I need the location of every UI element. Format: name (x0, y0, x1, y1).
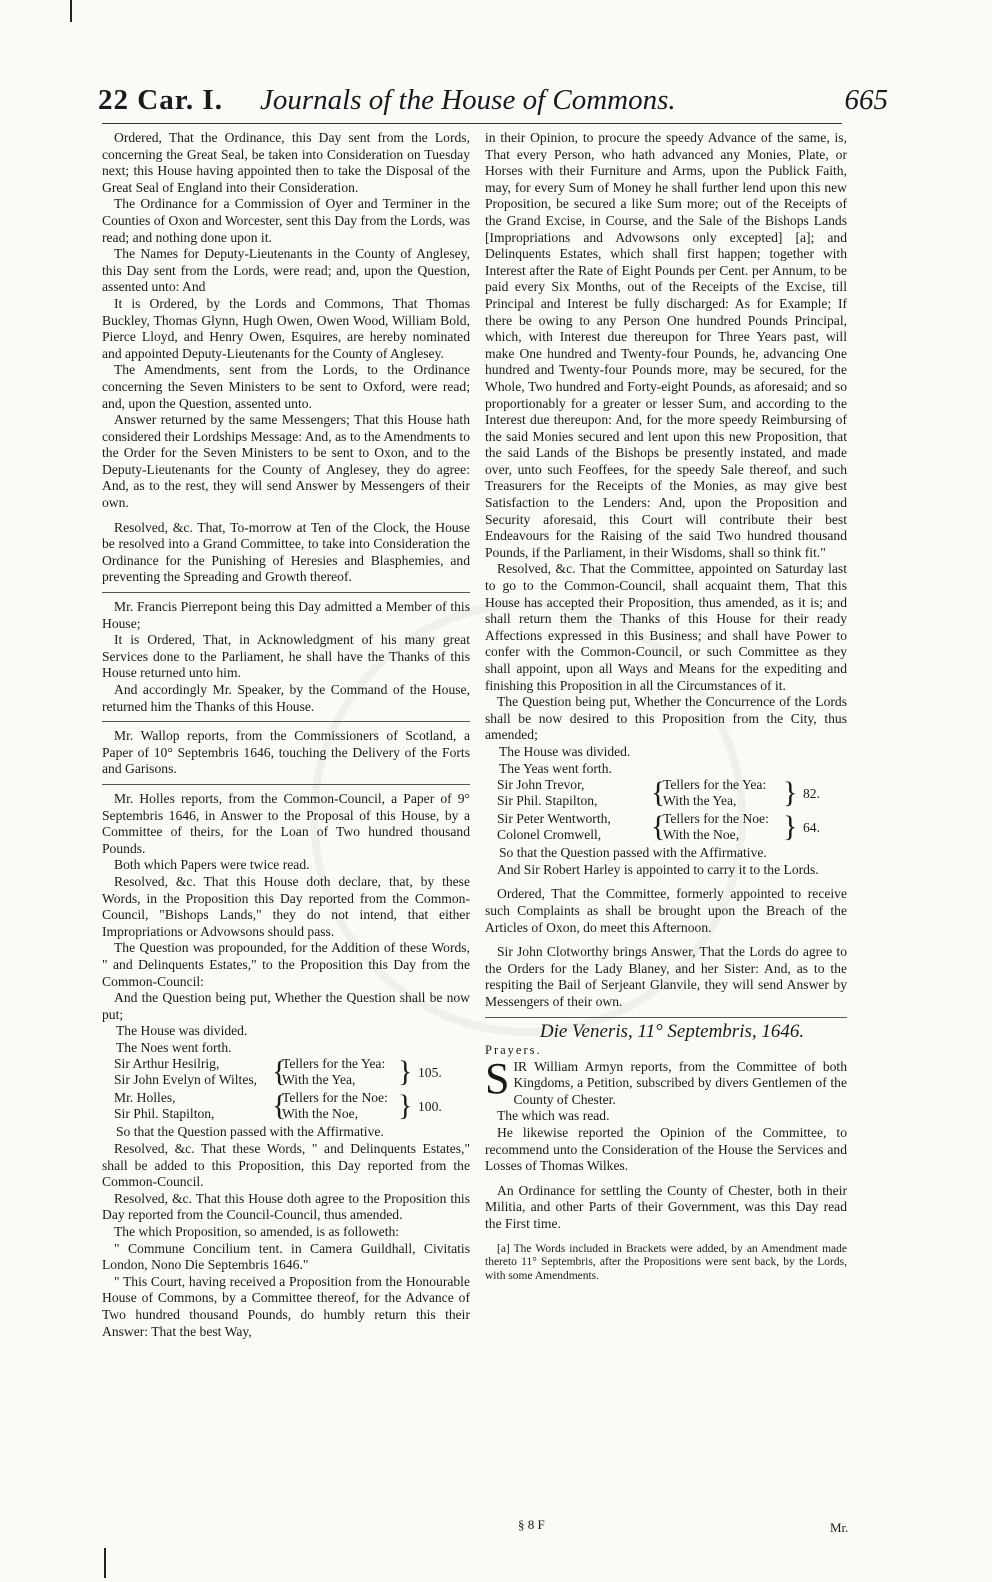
paragraph: And accordingly Mr. Speaker, by the Command of the House, returned him the Thanks of this House. (102, 682, 470, 714)
paragraph: So that the Question passed with the Affirmative. (499, 845, 767, 861)
paragraph: Mr. Wallop reports, from the Commissioners of Scotland, a Paper of 10° Septembris 1646, touching the Delivery of the Forts and Garisons. (102, 728, 470, 777)
paragraph: The Question being put, Whether the Concurrence of the Lords shall be now desired to this Proposition from the City, thus amended; (485, 694, 847, 743)
vote-count: 64. (803, 820, 820, 836)
paragraph: Resolved, &c. That, To-morrow at Ten of the Clock, the House be resolved into a Grand Committee, to take into Consideration the Ordinance for the Punishing of Heresies and Blasphemies, and preventing the Spreading and Growth thereof. (102, 519, 470, 585)
paragraph: The Yeas went forth. (499, 760, 612, 776)
paragraph: Sir John Clotworthy brings Answer, That the Lords do agree to the Orders for the Lady Blaney, and her Sister: And, as to the respiting the Bail of Serjeant Glanvile, they will send Answer by Messengers of their own. (485, 944, 847, 1009)
drop-cap: S (485, 1053, 510, 1103)
paragraph: Resolved, &c. That the Committee, appointed on Saturday last to go to the Common-Council, shall acquaint them, That this House has accepted their Proposition, thus amended, as it is; and shall return them the Thanks of this House for their ready Affections expressed in this Business; and shall have Power to confer with the Common-Council, or such Committee as they shall appoint, upon all Ways and Means for the expediting and finishing this Proposition in all the Circumstances of it. (485, 561, 847, 693)
teller-name: Sir Peter Wentworth, (497, 811, 611, 827)
divider (102, 592, 470, 593)
left-column (102, 130, 470, 1340)
paragraph: The Names for Deputy-Lieutenants in the County of Anglesey, this Day sent from the Lords, were read; and, upon the Question, assented unto: And (102, 246, 470, 295)
teller-label: With the Noe, (663, 827, 740, 843)
paragraph: Ordered, That the Ordinance, this Day sent from the Lords, concerning the Great Seal, be taken into Consideration on Tuesday next; this House having appointed then to take the Disposal of the Great Seal of England into their Consideration. (102, 130, 470, 195)
paragraph (485, 1053, 847, 1109)
teller-name: Sir Arthur Hesilrig, (114, 1056, 220, 1072)
teller-label: Tellers for the Noe: (663, 811, 769, 827)
vote-count: 105. (418, 1065, 442, 1081)
paragraph: He likewise reported the Opinion of the Committee, to recommend unto the Consideration of the House the Services and Losses of Thomas Wilkes. (485, 1125, 847, 1174)
paragraph: Resolved, &c. That this House doth agree to the Proposition this Day reported from the Council-Council, thus amended. (102, 1190, 470, 1223)
paragraph: Answer returned by the same Messengers; That this House hath considered their Lordships Message: And, as to the Amendments to the Order for the Seven Ministers to be sent to Oxon, and to the Deputy-Lieutenants for the County of Anglesey, they do agree: And, as to the rest, they will send Answer by Messengers of their own. (102, 412, 470, 511)
divider (102, 721, 470, 722)
divider (102, 784, 470, 785)
paragraph: The which Proposition, so amended, is as followeth: (114, 1224, 400, 1240)
paragraph: The House was divided. (499, 743, 631, 759)
paragraph: The Ordinance for a Commission of Oyer and Terminer in the Counties of Oxon and Worcester, sent this Day from the Lords, was read; and nothing done upon it. (102, 196, 470, 245)
teller-label: With the Yea, (663, 793, 737, 809)
paragraph: The Question was propounded, for the Addition of these Words, " and Delinquents Estates," to the Proposition this Day from the Common-Council: (102, 940, 470, 989)
edge-mark-bottom (104, 1548, 106, 1578)
paragraph: in their Opinion, to procure the speedy Advance of the same, is, That every Person, who hath advanced any Monies, Plate, or Horses with their Furniture and Arms, upon the Publick Faith, may, for every Sum of Money he shall further lend upon this new Proposition, be secured a like Sum more; out of the Receipts of the Grand Excise, in Course, and the Sale of the Bishops Lands [Impropriations and Advowsons only excepted] [a]; and Delinquents Estates, which shall first happen; together with Interest after the Rate of Eight Pounds per Cent. per Annum, to be paid every Six Months, out of the Receipts of the Excise, till Principal and Interest be fully discharged: As for Example; If there be owing to any Person One hundred Pounds Principal, which, with Interest due thereupon for Three Years past, will make One hundred and Twenty-four Pounds, he, advancing One hundred and Twenty-four Pounds more, may be secured, for the Whole, Two hundred and Forty-eight Pounds, as aforesaid; and so proportionably for a greater or lesser Sum, and according to the Interest due thereupon: And, for the more speedy Reimbursing of the said Monies secured and lent upon this new Proposition, that the said Lands of the Bishops be presently instated, and made over, unto such Feoffees, for the speedy Sale thereof, and such Treasurers for the Receipts of the Monies, as may give best Satisfaction to the Lenders: And, upon the Proposition and Security aforesaid, this Court will contribute their best Endeavours for the Raising of the said Two hundred thousand Pounds, if the Parliament, in their Wisdoms, shall so think fit." (485, 130, 847, 560)
paragraph: It is Ordered, That, in Acknowledgment of his many great Services done to the Parliament, he shall have the Thanks of this House returned unto him. (102, 632, 470, 681)
signature-mark: § 8 F (518, 1517, 545, 1532)
teller-name: Sir Phil. Stapilton, (114, 1106, 215, 1122)
divider (485, 1017, 847, 1018)
paragraph: " This Court, having received a Proposition from the Honourable House of Commons, by a Committee thereof, for the Advance of Two hundred thousand Pounds, do humbly return this their Answer: That the best Way, (102, 1273, 470, 1339)
left-brace: { (651, 810, 666, 844)
paragraph: Mr. Francis Pierrepont being this Day admitted a Member of this House; (102, 599, 470, 631)
paragraph: The Amendments, sent from the Lords, to the Ordinance concerning the Seven Ministers to be sent to Oxford, were read; and, upon the Question, assented unto. (102, 362, 470, 411)
paragraph: Both which Papers were twice read. (114, 857, 310, 873)
teller-label: With the Yea, (282, 1072, 356, 1088)
teller-label: Tellers for the Yea: (282, 1056, 386, 1072)
teller-label: Tellers for the Noe: (282, 1090, 388, 1106)
teller-name: Sir John Trevor, (497, 777, 585, 793)
paragraph: So that the Question passed with the Affirmative. (116, 1124, 384, 1140)
teller-label: With the Noe, (282, 1106, 359, 1122)
paragraph: The Noes went forth. (116, 1039, 232, 1055)
paragraph: " Commune Concilium tent. in Camera Guildhall, Civitatis London, Nono Die Septembris 1646." (102, 1240, 470, 1273)
teller-label: Tellers for the Yea: (663, 777, 767, 793)
edge-mark-top (70, 0, 72, 22)
regnal-year: 22 Car. I. (98, 84, 223, 116)
paragraph: And the Question being put, Whether the Question shall be now put; (102, 990, 470, 1022)
paragraph: And Sir Robert Harley is appointed to carry it to the Lords. (497, 861, 819, 877)
paragraph: Mr. Holles reports, from the Common-Council, a Paper of 9° Septembris 1646, in Answer to the Proposal of this House, by a Committee of theirs, for the Loan of Two hundred thousand Pounds. (102, 790, 470, 856)
vote-count: 100. (418, 1099, 442, 1115)
division-noe-tellers (485, 811, 847, 845)
paragraph: The House was divided. (116, 1023, 248, 1039)
paragraph-text: IR William Armyn reports, from the Committee of both Kingdoms, a Petition, subscribed by divers Gentlemen of the County of Chester. (513, 1058, 847, 1107)
paragraph: Resolved, &c. That these Words, " and Delinquents Estates," shall be added to this Proposition, this Day reported from the Common-Council. (102, 1141, 470, 1190)
right-brace: } (783, 810, 798, 844)
journal-title: Journals of the House of Commons. (260, 84, 676, 116)
footnote: [a] The Words included in Brackets were added, by an Amendment made thereto 11° Septembris, after the Propositions were sent back, by the Lords, with some Amendments. (485, 1242, 847, 1282)
right-column (485, 130, 847, 1283)
teller-name: Sir Phil. Stapilton, (497, 793, 598, 809)
division-noe-tellers (102, 1090, 470, 1124)
teller-name: Sir John Evelyn of Wiltes, (114, 1072, 258, 1088)
right-brace: } (783, 776, 798, 810)
paragraph: The which was read. (497, 1108, 610, 1124)
day-heading: Die Veneris, 11° Septembris, 1646. (539, 1020, 805, 1042)
division-yea-tellers (102, 1056, 470, 1090)
paragraph: Ordered, That the Committee, formerly appointed to receive such Complaints as shall be brought upon the Breach of the Articles of Oxon, do meet this Afternoon. (485, 886, 847, 935)
paragraph: An Ordinance for settling the County of Chester, both in their Militia, and other Parts of their Government, was this Day read the First time. (485, 1182, 847, 1232)
prayers-label: Prayers. (485, 1043, 542, 1058)
teller-name: Mr. Holles, (114, 1090, 176, 1106)
paragraph: Resolved, &c. That this House doth declare, that, by these Words, in the Proposition this Day reported from the Common-Council, "Bishops Lands," they do not intend, that either Impropriations or Advowsons should pass. (102, 873, 470, 939)
vote-count: 82. (803, 786, 820, 802)
left-brace: { (272, 1055, 287, 1089)
header-rule (102, 123, 842, 124)
left-brace: { (651, 776, 666, 810)
paragraph: It is Ordered, by the Lords and Commons, That Thomas Buckley, Thomas Glynn, Hugh Owen, Owen Wood, William Bold, Pierce Lloyd, and Henry Owen, Esquires, are hereby nominated and appointed Deputy-Lieutenants for the County of Anglesey. (102, 295, 470, 361)
right-brace: } (398, 1055, 413, 1089)
right-brace: } (398, 1089, 413, 1123)
left-brace: { (272, 1089, 287, 1123)
teller-name: Colonel Cromwell, (497, 827, 602, 843)
division-yea-tellers (485, 777, 847, 811)
running-head (98, 80, 888, 126)
catchword: Mr. (830, 1520, 849, 1535)
page-number: 665 (844, 84, 888, 116)
